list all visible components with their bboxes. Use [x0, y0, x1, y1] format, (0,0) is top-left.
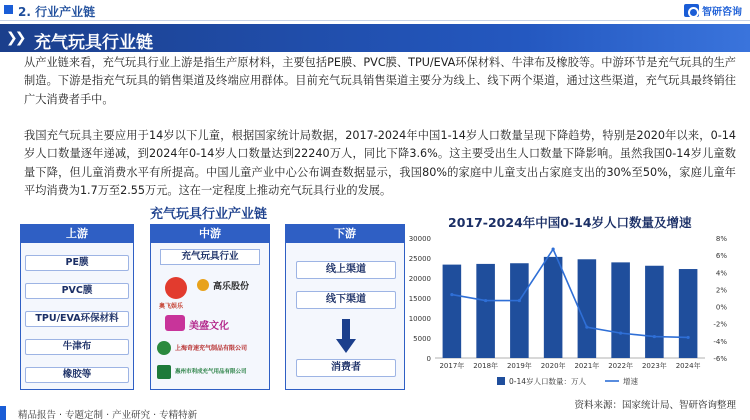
y-left-tick-label: 20000 — [408, 275, 431, 283]
bar — [645, 266, 664, 358]
growth-point — [653, 335, 656, 338]
upstream-item: 橡胶等 — [25, 367, 129, 383]
chain-title: 充气玩具行业产业链 — [150, 207, 268, 222]
bar — [679, 269, 698, 358]
bar — [476, 264, 495, 358]
brand-name: 奥飞娱乐 — [159, 303, 184, 310]
x-tick-label: 2023年 — [641, 362, 667, 370]
intro-paragraph: 从产业链来看，充气玩具行业上游是指生产原材料，主要包括PE膜、PVC膜、TPU/EVA环保材料、牛津布及橡胶等。中游环节是充气玩具的生产制造。下游是指充气玩具的销售渠道及终端应用群体。目前充气玩具销售渠道主要分为线上、线下两个渠道，通过这些渠道，充气玩具最终销往广大消费者手中。 — [24, 56, 736, 106]
y-left-tick-label: 15000 — [408, 295, 431, 303]
qisu-logo-icon — [157, 341, 171, 355]
midstream-sublabel: 充气玩具行业 — [160, 249, 260, 265]
upstream-header: 上游 — [21, 225, 133, 243]
downstream-item-online: 线上渠道 — [296, 261, 396, 279]
y-right-tick-label: 6% — [715, 252, 727, 261]
legend-line-label: 增速 — [623, 377, 638, 386]
y-left-tick-label: 0 — [426, 355, 431, 363]
upstream-column — [20, 224, 134, 390]
footer-bar — [0, 406, 750, 420]
downstream-column — [285, 224, 405, 390]
bar — [611, 262, 630, 358]
brand-logo — [684, 3, 742, 18]
y-right-tick-label: 4% — [715, 269, 727, 278]
y-right-tick-label: -4% — [713, 337, 727, 346]
growth-point — [484, 299, 487, 302]
chart-title: 2017-2024年中国0-14岁人口数量及增速 — [448, 215, 692, 230]
midstream-header: 中游 — [151, 225, 269, 243]
midstream-column — [150, 224, 270, 390]
y-left-tick-label: 25000 — [408, 255, 431, 263]
y-left-tick-label: 30000 — [408, 235, 431, 243]
footer-text: 精品报告 · 专题定制 · 产业研究 · 专精特新 — [18, 410, 198, 420]
downstream-header: 下游 — [286, 225, 404, 243]
downstream-item-consumer: 消费者 — [296, 359, 396, 377]
growth-point — [518, 299, 521, 302]
header-divider — [0, 20, 750, 21]
brand-name: 美盛文化 — [189, 321, 229, 332]
growth-point — [687, 336, 690, 339]
y-left-tick-label: 5000 — [413, 335, 431, 343]
brand-name: 上海奇速充气制品有限公司 — [175, 345, 248, 352]
x-tick-label: 2018年 — [473, 362, 499, 370]
arrow-down-icon — [336, 319, 356, 355]
page-title: 充气玩具行业链 — [34, 33, 153, 53]
x-tick-label: 2022年 — [608, 362, 634, 370]
bar — [510, 263, 529, 358]
y-right-tick-label: 2% — [715, 286, 727, 295]
section-header — [0, 0, 750, 22]
source-note: 资料来源：国家统计局、智研咨询整理 — [574, 400, 736, 411]
logo-icon — [684, 4, 699, 17]
legend-bar-label: 0-14岁人口数量：万人 — [509, 377, 587, 386]
goldlok-logo-icon — [197, 279, 209, 291]
growth-point — [619, 332, 622, 335]
population-chart — [405, 230, 745, 395]
x-tick-label: 2019年 — [506, 362, 532, 370]
upstream-item: TPU/EVA环保材料 — [25, 311, 129, 327]
upstream-item: 牛津布 — [25, 339, 129, 355]
y-left-tick-label: 10000 — [408, 315, 431, 323]
brand-name: 惠州市利成充气用品有限公司 — [175, 369, 247, 375]
y-right-tick-label: -2% — [713, 320, 727, 329]
upstream-item: PE膜 — [25, 255, 129, 271]
bar — [578, 259, 597, 358]
footer-marker — [0, 406, 6, 420]
y-right-tick-label: 8% — [715, 235, 727, 243]
legend-bar-swatch — [497, 377, 505, 385]
logo-text: 智研咨询 — [702, 7, 742, 18]
section-marker-icon — [4, 5, 13, 14]
title-bar — [0, 24, 750, 52]
bar — [443, 265, 462, 358]
y-right-tick-label: -6% — [713, 355, 727, 363]
x-tick-label: 2020年 — [540, 362, 566, 370]
chevron-right-icon: ❯❯ — [6, 30, 24, 46]
x-tick-label: 2021年 — [574, 362, 600, 370]
x-tick-label: 2017年 — [439, 362, 465, 370]
section-label: 2. 行业产业链 — [18, 5, 96, 19]
licheng-logo-icon — [157, 365, 171, 379]
y-right-tick-label: 0% — [715, 303, 727, 312]
growth-point — [585, 326, 588, 329]
meisheng-logo-icon — [165, 315, 185, 331]
growth-point — [552, 248, 555, 251]
analysis-paragraph: 我国充气玩具主要应用于14岁以下儿童，根据国家统计局数据，2017-2024年中国1-14岁人口数量呈现下降趋势，特别是2020年以来，0-14岁人口数量逐年递减，到2024年0-14岁人口数量达到22240万人，同比下降3.6%。这主要受出生人口数量下降影响。虽然我国0-14岁儿童数量下降，但儿童消费水平有所提高。中国儿童产业中心公布调查数据显示，我国80%的家庭中儿童支出占家庭支出的30%至50%，家庭儿童年平均消费为1.7万至2.55万元。这在一定程度上推动充气玩具行业的发展。 — [24, 129, 736, 197]
bar — [544, 257, 563, 358]
downstream-item-offline: 线下渠道 — [296, 291, 396, 309]
upstream-item: PVC膜 — [25, 283, 129, 299]
alpha-logo-icon — [165, 277, 187, 299]
brand-name: 高乐股份 — [213, 282, 250, 292]
growth-point — [450, 293, 453, 296]
x-tick-label: 2024年 — [675, 362, 701, 370]
